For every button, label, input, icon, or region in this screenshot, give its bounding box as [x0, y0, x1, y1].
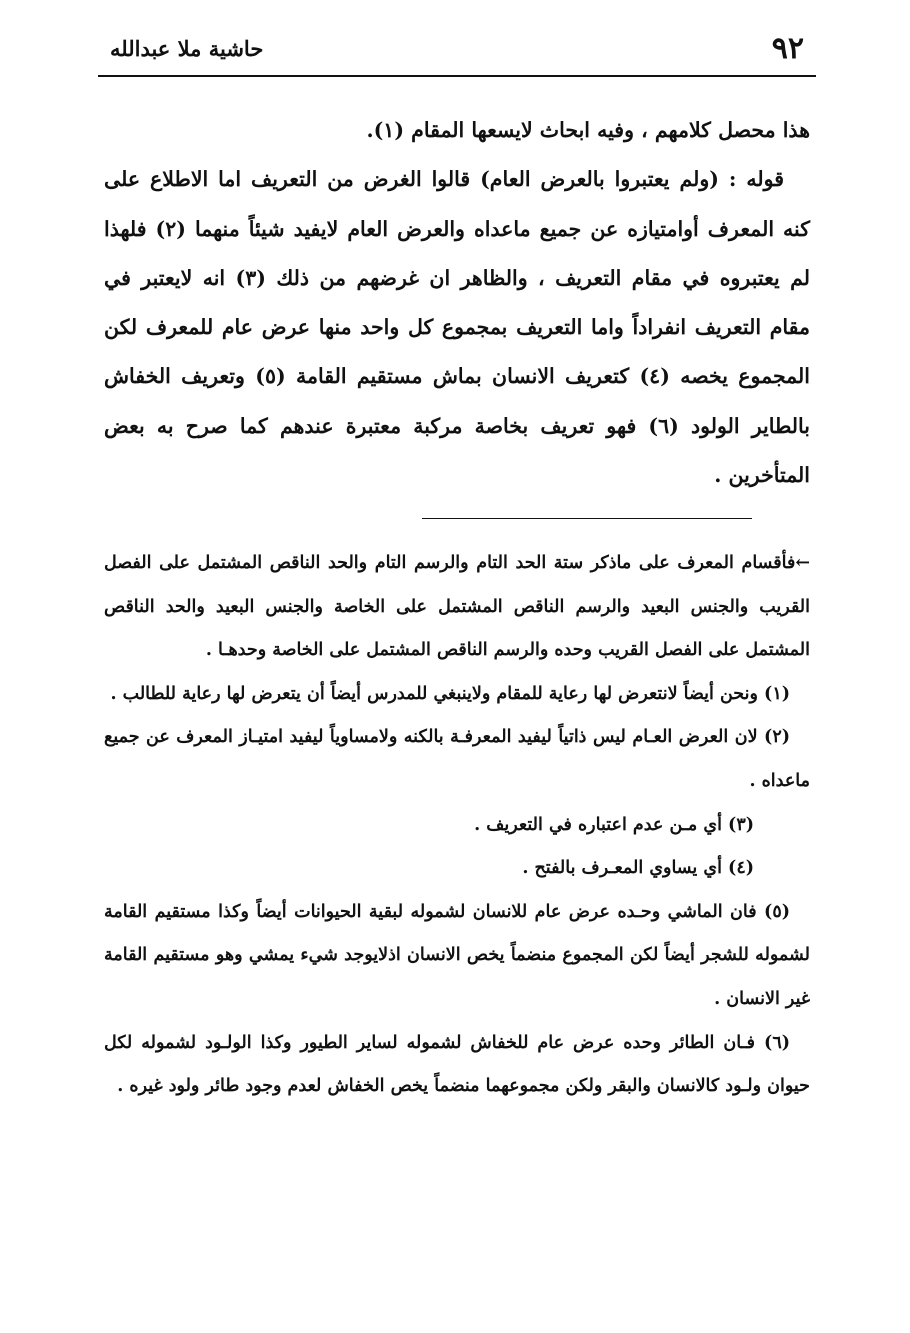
- running-title: حاشية ملا عبدالله: [110, 36, 264, 61]
- footnote-4: (٤) أي يساوي المعـرف بالفتح .: [522, 858, 754, 879]
- main-text: [104, 106, 810, 500]
- header-rule: [98, 75, 816, 77]
- footnote-6: (٦) فـان الطائر وحده عرض عام للخفاش لشموله لساير الطيور وكذا الولـود لشموله لكل حيوان ولـود كالانسان والبقر ولكن مجموعهما منضماً يخص الخفاش لعدم وجود طائر ولود غيره .: [104, 1032, 810, 1097]
- footnote-5: (٥) فان الماشي وحـده عرض عام للانسان لشموله لبقية الحيوانات أيضاً وكذا مستقيم القامة لشموله للشجر أيضاً لكن المجموع منضماً يخص الانسان اذلايوجد شيء يمشي وهو مستقيم القامة غير الانسان .: [104, 901, 810, 1009]
- footnotes: [104, 542, 810, 1109]
- footnote-separator: [422, 518, 752, 519]
- footnote-1: (١) ونحن أيضاً لانتعرض لها رعاية للمقام ولاينبغي للمدرس أيضاً أن يتعرض لها رعاية للطالب .: [110, 683, 790, 704]
- footnote-2: (٢) لان العرض العـام ليس ذاتياً ليفيد المعرفـة بالكنه ولامساوياً ليفيد امتيـاز المعرف عن جميع ماعداه .: [104, 727, 810, 791]
- footnote-continuation: ←فأقسام المعرف على ماذكر ستة الحد التام والرسم التام والحد الناقص المشتمل على الفصل القريب والجنس البعيد والرسم الناقص المشتمل على الخاصة والجنس البعيد والحد الناقص المشتمل على الفصل القريب وحده والرسم الناقص المشتمل على الخاصة وحدهـا .: [104, 553, 810, 661]
- main-paragraph: هذا محصل كلامهم ، وفيه ابحاث لايسعها المقام (١).: [366, 118, 810, 142]
- footnote-3: (٣) أي مـن عدم اعتباره في التعريف .: [474, 814, 754, 835]
- page-number: ٩٢: [771, 31, 804, 66]
- page-header: [98, 30, 816, 70]
- main-paragraph: قوله : (ولم يعتبروا بالعرض العام) قالوا الغرض من التعريف اما الاطلاع على كنه المعرف أوامتيازه عن جميع ماعداه والعرض العام لايفيد شيئاً منهما (٢) فلهذا لم يعتبروه في مقام التعريف ، والظاهر ان غرضهم من ذلك (٣) انه لايعتبر في مقام التعريف انفراداً واما التعريف بمجموع كل واحد منها عرض عام للمعرف لكن المجموع يخصه (٤) كتعريف الانسان بماش مستقيم القامة (٥) وتعريف الخفاش بالطاير الولود (٦) فهو تعريف بخاصة مركبة معتبرة عندهم كما صرح به بعض المتأخرين .: [104, 167, 811, 488]
